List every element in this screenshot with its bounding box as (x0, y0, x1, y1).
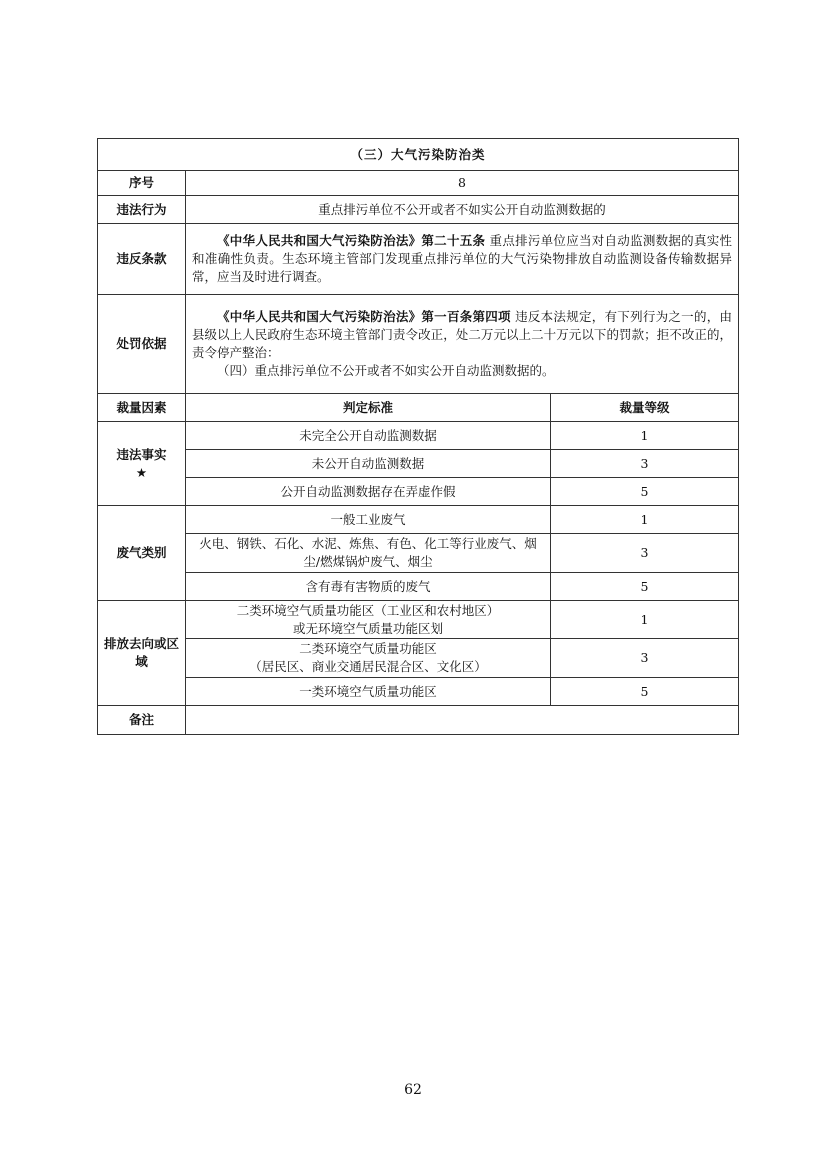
level-cell: 3 (551, 450, 739, 478)
table-row (98, 678, 739, 706)
violation-value: 重点排污单位不公开或者不如实公开自动监测数据的 (186, 196, 739, 224)
serial-label: 序号 (98, 171, 186, 196)
level-cell: 1 (551, 422, 739, 450)
penalty-text: 违反本法规定，有下列行为之一的，由县级以上人民政府生态环境主管部门责令改正，处二万元以上二十万元以下的罚款；拒不改正的，责令停产整治： (192, 309, 733, 360)
discretion-table (97, 138, 739, 735)
standard-cell: 未公开自动监测数据 (186, 450, 551, 478)
penalty-law: 《中华人民共和国大气污染防治法》第一百条第四项 (217, 309, 511, 324)
standard-cell: 一类环境空气质量功能区 (186, 678, 551, 706)
factor-label: 违法事实 (116, 446, 167, 462)
violation-label: 违法行为 (98, 196, 186, 224)
serial-value: 8 (186, 171, 739, 196)
header-standard: 判定标准 (186, 394, 551, 422)
star-icon: ★ (135, 464, 148, 480)
penalty-item: （四）重点排污单位不公开或者不如实公开自动监测数据的。 (217, 363, 555, 378)
header-level: 裁量等级 (551, 394, 739, 422)
remarks-label: 备注 (98, 706, 186, 735)
table-row (98, 534, 739, 573)
table-row (98, 450, 739, 478)
table-row (98, 478, 739, 506)
table-row (98, 422, 739, 450)
table-row (98, 601, 739, 639)
page-number: 62 (404, 1082, 422, 1098)
level-cell: 5 (551, 478, 739, 506)
factor-gas-type: 废气类别 (98, 506, 186, 601)
standard-cell: 公开自动监测数据存在弄虚作假 (186, 478, 551, 506)
table-row (98, 639, 739, 678)
level-cell: 1 (551, 506, 739, 534)
standard-line: 或无环境空气质量功能区划 (292, 620, 443, 636)
standard-cell: 火电、钢铁、石化、水泥、炼焦、有色、化工等行业废气、烟尘/燃煤锅炉废气、烟尘 (186, 534, 551, 573)
clause-content (186, 224, 739, 295)
standard-cell: 含有毒有害物质的废气 (186, 573, 551, 601)
standard-line: 二类环境空气质量功能区 (299, 641, 437, 656)
header-factor: 裁量因素 (98, 394, 186, 422)
penalty-label: 处罚依据 (98, 295, 186, 394)
factor-discharge-area: 排放去向或区域 (98, 601, 186, 706)
standard-cell: 一般工业废气 (186, 506, 551, 534)
level-cell: 3 (551, 534, 739, 573)
level-cell: 3 (551, 639, 739, 678)
table-row (98, 506, 739, 534)
level-cell: 5 (551, 573, 739, 601)
standard-cell: 未完全公开自动监测数据 (186, 422, 551, 450)
table-row (98, 573, 739, 601)
level-cell: 1 (551, 601, 739, 639)
clause-label: 违反条款 (98, 224, 186, 295)
table-title: （三）大气污染防治类 (98, 139, 739, 171)
standard-cell (186, 639, 551, 678)
clause-law: 《中华人民共和国大气污染防治法》第二十五条 (217, 233, 486, 248)
remarks-value (186, 706, 739, 735)
standard-cell (186, 601, 551, 639)
factor-violation-fact (98, 422, 186, 506)
standard-line: （居民区、商业交通居民混合区、文化区） (249, 659, 487, 674)
clause-text: 重点排污单位应当对自动监测数据的真实性和准确性负责。生态环境主管部门发现重点排污单位的大气污染物排放自动监测设备传输数据异常，应当及时进行调查。 (192, 233, 733, 284)
penalty-content (186, 295, 739, 394)
level-cell: 5 (551, 678, 739, 706)
standard-line: 二类环境空气质量功能区（工业区和农村地区） (236, 602, 500, 618)
